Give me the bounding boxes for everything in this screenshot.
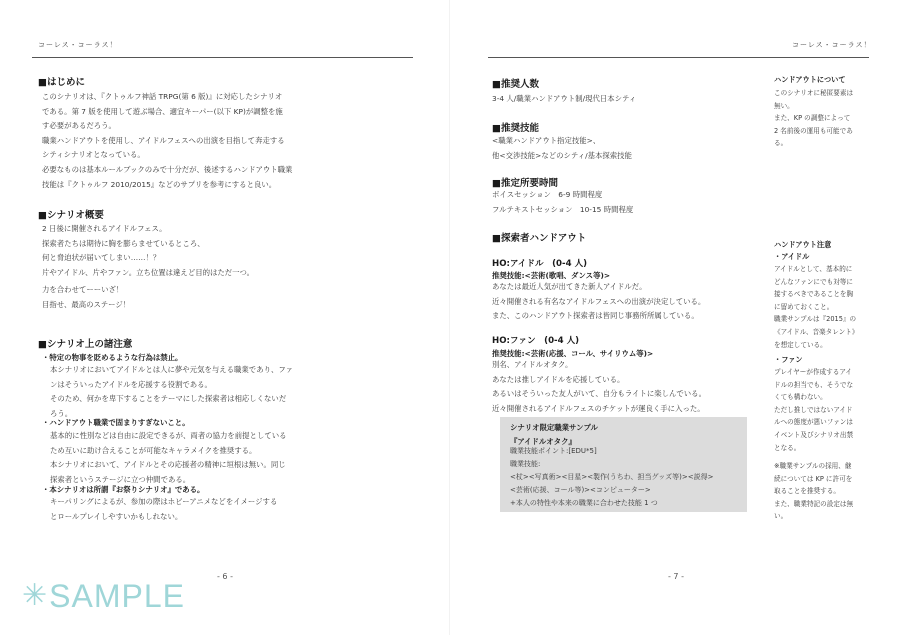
note-body-2: 基本的に性別などは自由に設定できるが、両者の協力を前提としている ため互いに助け合えることが可能なキャラメイクを推奨する。 本シナリオにおいて、アイドルとその応援者の精神に垣根は無い。同じ 探索者というステージに立つ仲間である。 <box>50 431 287 484</box>
sidebar-caution-heading: ハンドアウト注意 <box>774 240 832 249</box>
note-title-1: ・特定の物事を貶めるような行為は禁止。 <box>42 353 183 362</box>
note-title-2: ・ハンドアウト職業で固まりすぎないこと。 <box>42 418 190 427</box>
skills-body: <職業ハンドアウト指定技能>、 他<交渉技能>などのシティ/基本探索技能 <box>492 136 632 160</box>
ho-idol-title: HO:アイドル (0-4 人) <box>492 259 588 269</box>
ho-idol-skills: 推奨技能:<芸術(歌唱、ダンス等)> <box>492 271 611 280</box>
sidebar-idol-heading: ・アイドル <box>774 252 810 261</box>
skills-heading: ■推奨技能 <box>492 123 539 134</box>
right-page <box>450 0 900 635</box>
note-body-1: 本シナリオにおいてアイドルとは人に夢や元気を与える職業であり、ファ ンはそういったアイドルを応援する役割である。 そのため、何かを卑下することをテーマにした探索者は相応しくないだ ろう。 <box>50 365 294 418</box>
ho-fan-body: 別名、アイドルオタク。 あなたは推しアイドルを応援している。 あるいはそういった友人がいて、自分もライトに楽しんでいる。 近々開催されるアイドルフェスのチケットが運良く手に入った。 <box>492 360 706 413</box>
overview-closing: 力を合わせてーーいざ！ 目指せ、最高のステージ！ <box>42 285 131 309</box>
overview-heading: ■シナリオ概要 <box>38 210 104 221</box>
sample-watermark <box>22 580 185 612</box>
sidebar-footnote: ※職業サンプルの採用、継 続については KP に許可を 取ることを推奨する。 また、職業特記の設定は無 い。 <box>774 462 854 521</box>
players-heading: ■推奨人数 <box>492 79 539 90</box>
page-number-left: - 6 - <box>217 572 233 581</box>
job-sample-body: 職業技能ポイント:[EDU*5] 職業技能: <杖><写真術><目星><製作(うちわ、担当グッズ等)><説得> <芸術(応援、コール等)><コンピューター> +本人の特性や本来の職業に合わせた技能 1 つ <box>510 447 714 507</box>
sidebar-idol-body: アイドルとして、基本的に どんなファンにでも対等に 接するべきであることを胸 に留めておくこと。 職業サンプルは『2015』の 《アイドル、音楽タレント》 を想定している。 <box>774 265 859 349</box>
players-body: 3-4 人/職業ハンドアウト制/現代日本シティ <box>492 94 637 103</box>
running-header-right: コーレス・コーラス！ <box>792 41 872 49</box>
note-title-3: ・本シナリオは所謂『お祭りシナリオ』である。 <box>42 485 205 494</box>
page-number-right: - 7 - <box>668 572 684 581</box>
ho-fan-title: HO:ファン (0-4 人) <box>492 336 580 346</box>
sidebar-about-body: このシナリオに秘匿要素は 無い。 また、KP の調整によって 2 名前後の運用も可能であ る。 <box>774 89 854 148</box>
intro-body: このシナリオは、『クトゥルフ神話 TRPG(第 6 版)』に対応したシナリオ である。第 7 版を使用して遊ぶ場合、適宜キーパー(以下 KP)が調整を施 す必要があるだろう。 職業ハンドアウトを使用し、アイドルフェスへの出演を目指して奔走する シティシナリオとなっている。 必要なものは基本ルールブックのみで十分だが、後述するハンドアウト職業 技能は『クトゥルフ 2010/2015』などのサプリを参考にすると良い。 <box>42 92 293 189</box>
job-sample-title: シナリオ限定職業サンプル <box>510 423 598 432</box>
ho-fan-skills: 推奨技能:<芸術(応援、コール、サイリウム等)> <box>492 349 654 358</box>
header-rule-left <box>32 57 413 58</box>
sidebar-about-heading: ハンドアウトについて <box>774 75 846 84</box>
notes-heading: ■シナリオ上の諸注意 <box>38 339 133 350</box>
header-rule-right <box>488 57 869 58</box>
time-heading: ■推定所要時間 <box>492 178 558 189</box>
sample-watermark-text: SAMPLE <box>49 578 185 614</box>
asterisk-icon: ✳ <box>22 578 48 613</box>
ho-idol-body: あなたは最近人気が出てきた新人アイドルだ。 近々開催される有名なアイドルフェスへの出演が決定している。 また、このハンドアウト探索者は皆同じ事務所所属している。 <box>492 282 706 321</box>
time-body: ボイスセッション 6-9 時間程度 フルテキストセッション 10-15 時間程度 <box>492 190 634 214</box>
note-body-3: キーパリングによるが、参加の際はホビーアニメなどをイメージする とロールプレイしやすいかもしれない。 <box>50 497 278 521</box>
job-sample-box <box>500 417 747 512</box>
job-sample-name: 『アイドルオタク』 <box>510 437 576 446</box>
intro-heading: ■はじめに <box>38 77 85 88</box>
sidebar-fan-heading: ・ファン <box>774 355 803 364</box>
sidebar-fan-body: プレイヤーが作成するアイ ドルの担当でも、そうでな くても構わない。 ただし推しではないアイド ルへの態度が悪いファンは イベント及びシナリオ出禁 となる。 <box>774 368 854 452</box>
running-header-left: コーレス・コーラス！ <box>38 41 118 49</box>
handout-heading: ■探索者ハンドアウト <box>492 233 587 244</box>
overview-body: 2 日後に開催されるアイドルフェス。 探索者たちは期待に胸を膨らませているところ、 何と脅迫状が届いてしまい……！？ 片やアイドル、片やファン。立ち位置は違えど目的はただ一つ。 <box>42 224 255 277</box>
